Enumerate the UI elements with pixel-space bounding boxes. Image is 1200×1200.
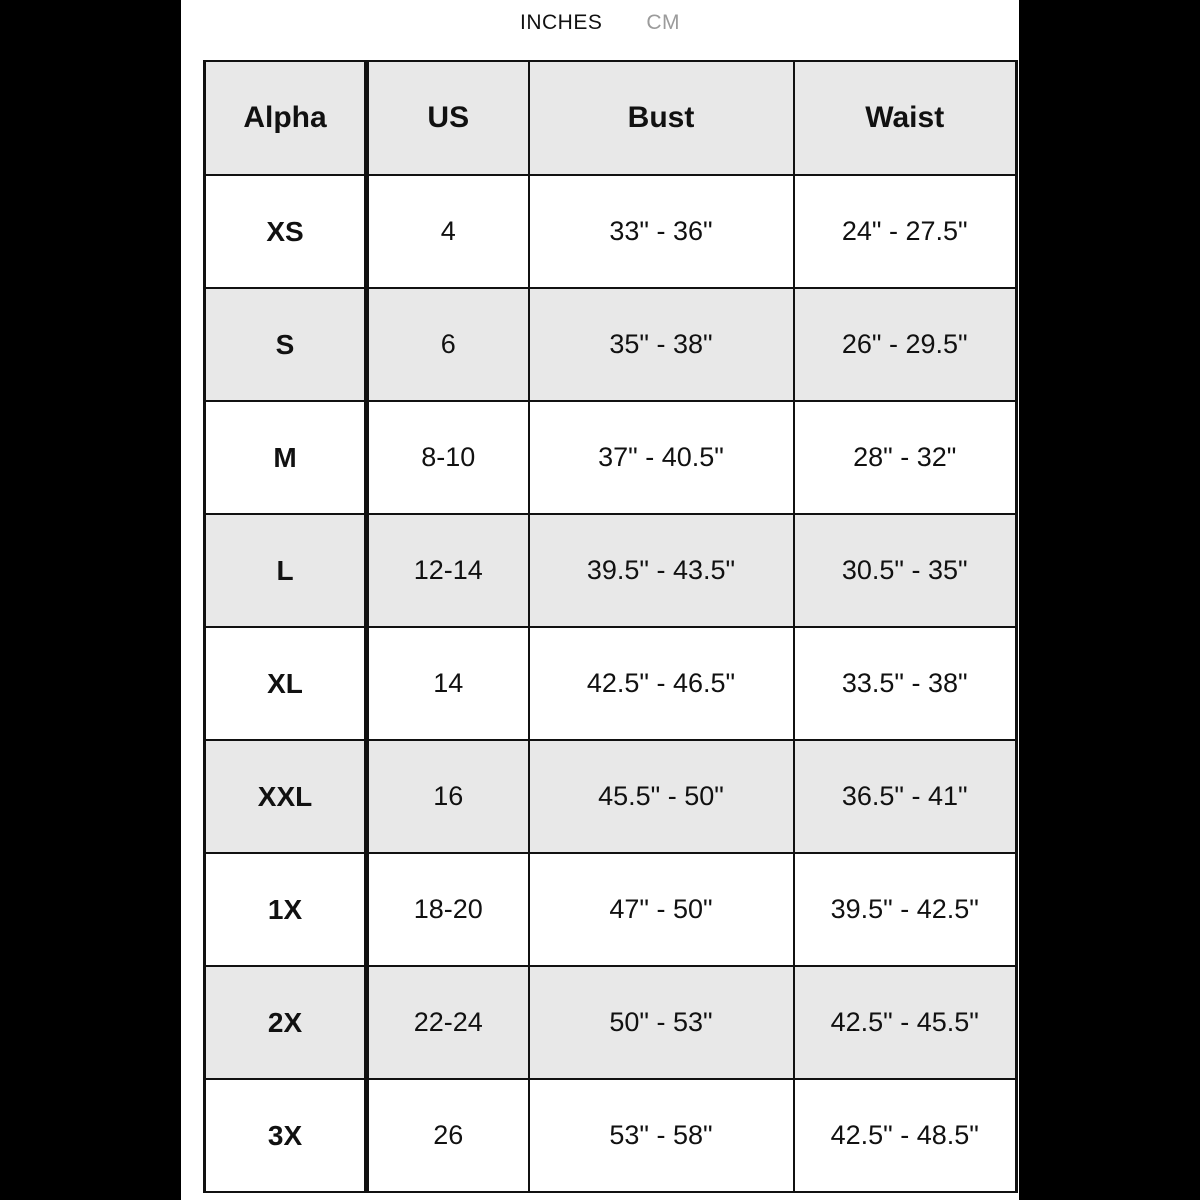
table-row bbox=[205, 1079, 1017, 1192]
cell-bust: 45.5" - 50" bbox=[529, 740, 794, 853]
table-row bbox=[205, 853, 1017, 966]
table-row bbox=[205, 288, 1017, 401]
cell-us: 8-10 bbox=[367, 401, 529, 514]
cell-bust: 50" - 53" bbox=[529, 966, 794, 1079]
cell-bust: 47" - 50" bbox=[529, 853, 794, 966]
cell-waist: 28" - 32" bbox=[794, 401, 1017, 514]
cell-us: 4 bbox=[367, 175, 529, 288]
cell-us: 6 bbox=[367, 288, 529, 401]
cell-alpha: XS bbox=[205, 175, 367, 288]
cell-waist: 33.5" - 38" bbox=[794, 627, 1017, 740]
column-header-waist: Waist bbox=[794, 61, 1017, 175]
cell-us: 12-14 bbox=[367, 514, 529, 627]
table-body bbox=[205, 175, 1017, 1192]
cell-bust: 42.5" - 46.5" bbox=[529, 627, 794, 740]
column-header-us: US bbox=[367, 61, 529, 175]
cell-bust: 37" - 40.5" bbox=[529, 401, 794, 514]
cell-bust: 53" - 58" bbox=[529, 1079, 794, 1192]
size-table-wrap bbox=[203, 60, 1015, 1193]
table-row bbox=[205, 966, 1017, 1079]
column-header-bust: Bust bbox=[529, 61, 794, 175]
table-row bbox=[205, 175, 1017, 288]
cell-waist: 26" - 29.5" bbox=[794, 288, 1017, 401]
cell-alpha: 1X bbox=[205, 853, 367, 966]
cell-bust: 33" - 36" bbox=[529, 175, 794, 288]
cell-waist: 42.5" - 48.5" bbox=[794, 1079, 1017, 1192]
cell-us: 18-20 bbox=[367, 853, 529, 966]
cell-alpha: XL bbox=[205, 627, 367, 740]
cell-waist: 39.5" - 42.5" bbox=[794, 853, 1017, 966]
cell-alpha: L bbox=[205, 514, 367, 627]
size-chart-table bbox=[203, 60, 1018, 1193]
cell-us: 16 bbox=[367, 740, 529, 853]
unit-option-cm[interactable]: CM bbox=[646, 11, 681, 34]
cell-alpha: S bbox=[205, 288, 367, 401]
cell-waist: 36.5" - 41" bbox=[794, 740, 1017, 853]
cell-alpha: 3X bbox=[205, 1079, 367, 1192]
table-row bbox=[205, 514, 1017, 627]
cell-alpha: XXL bbox=[205, 740, 367, 853]
unit-toggle[interactable] bbox=[181, 0, 1019, 46]
size-chart-page bbox=[181, 0, 1019, 1200]
table-row bbox=[205, 401, 1017, 514]
cell-us: 14 bbox=[367, 627, 529, 740]
column-header-alpha: Alpha bbox=[205, 61, 367, 175]
unit-option-inches[interactable]: INCHES bbox=[519, 11, 603, 34]
cell-bust: 35" - 38" bbox=[529, 288, 794, 401]
table-row bbox=[205, 740, 1017, 853]
table-head bbox=[205, 61, 1017, 175]
cell-alpha: 2X bbox=[205, 966, 367, 1079]
cell-us: 22-24 bbox=[367, 966, 529, 1079]
cell-bust: 39.5" - 43.5" bbox=[529, 514, 794, 627]
cell-waist: 24" - 27.5" bbox=[794, 175, 1017, 288]
table-header-row bbox=[205, 61, 1017, 175]
cell-waist: 30.5" - 35" bbox=[794, 514, 1017, 627]
cell-waist: 42.5" - 45.5" bbox=[794, 966, 1017, 1079]
cell-alpha: M bbox=[205, 401, 367, 514]
table-row bbox=[205, 627, 1017, 740]
cell-us: 26 bbox=[367, 1079, 529, 1192]
